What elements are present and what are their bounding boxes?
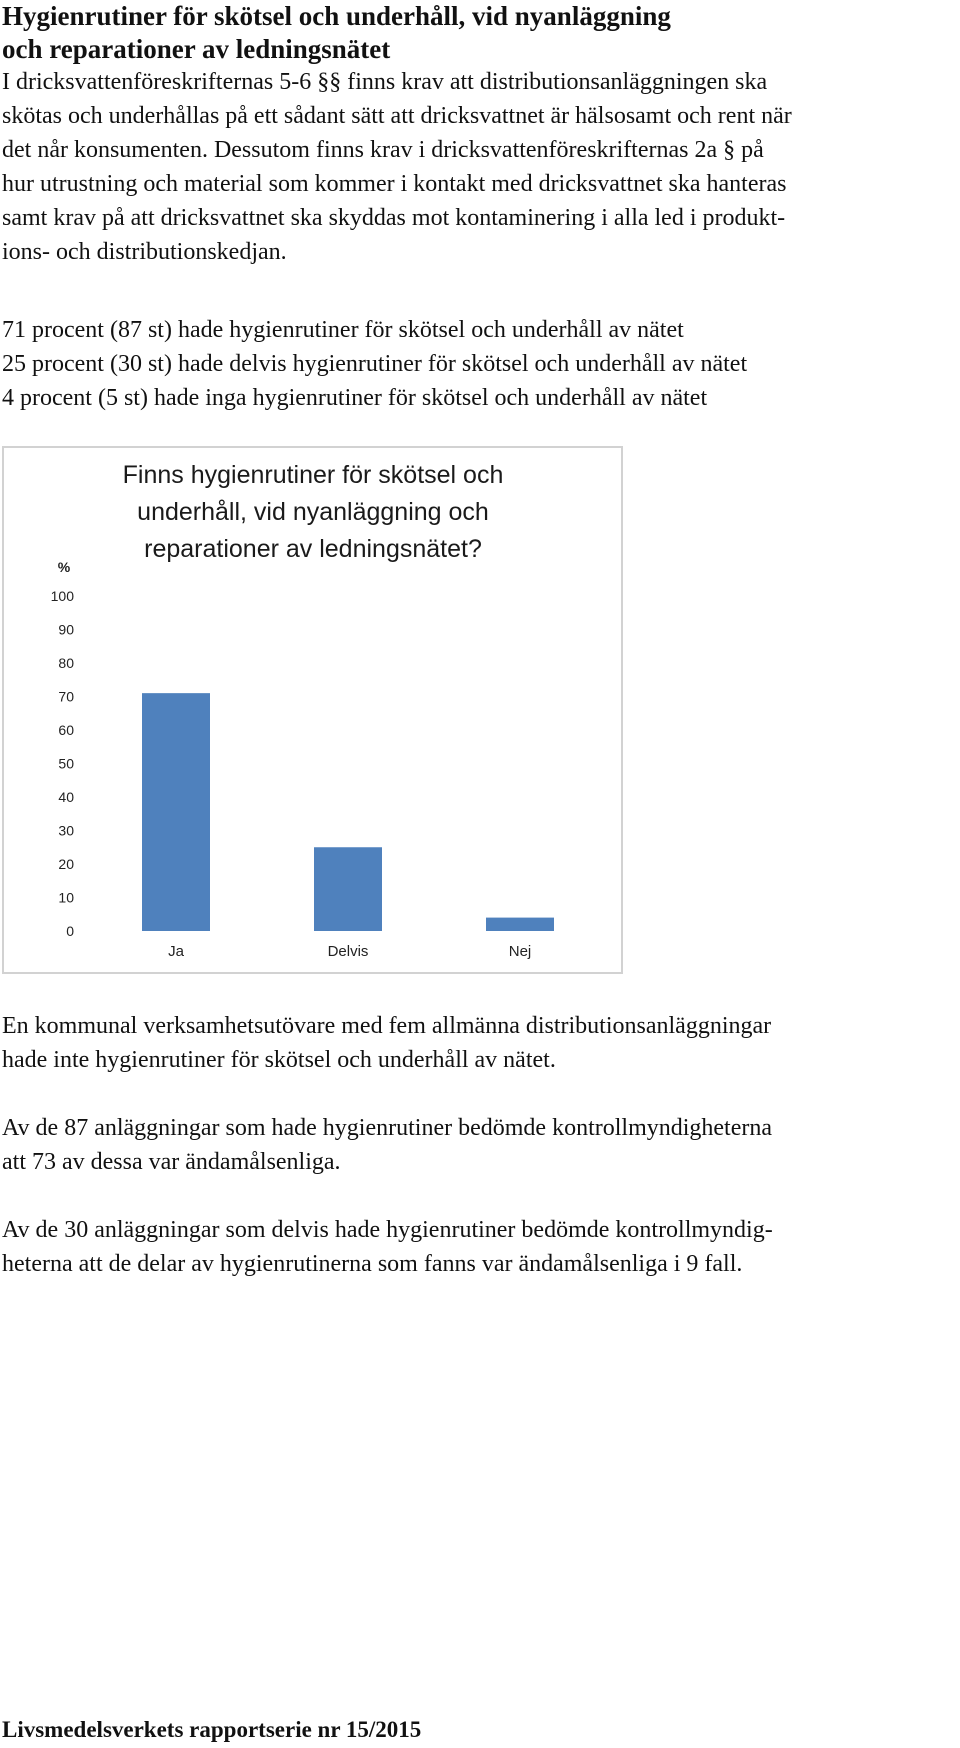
bar-nej xyxy=(486,918,554,931)
stat-line-nej: 4 procent (5 st) hade inga hygienrutiner för skötsel och underhåll av nätet xyxy=(2,385,708,411)
finding-line: En kommunal verksamhetsutövare med fem allmänna distributionsanläggningar xyxy=(2,1013,772,1039)
section-heading xyxy=(2,0,902,66)
category-label-ja: Ja xyxy=(168,943,184,960)
chart-title-line-2: underhåll, vid nyanläggning och xyxy=(137,498,489,526)
finding-line: Av de 87 anläggningar som hade hygienrutiner bedömde kontrollmyndigheterna xyxy=(2,1115,773,1141)
stat-line-ja: 71 procent (87 st) hade hygienrutiner för skötsel och underhåll av nätet xyxy=(2,317,684,343)
y-tick-label: 80 xyxy=(58,655,74,671)
y-tick-label: 100 xyxy=(50,588,74,604)
category-label-delvis: Delvis xyxy=(327,943,369,960)
bar-chart xyxy=(2,446,623,974)
bar-ja xyxy=(142,693,210,931)
finding-line: heterna att de delar av hygienrutinerna som fanns var ändamålsenliga i 9 fall. xyxy=(2,1251,743,1277)
y-tick-label: 30 xyxy=(58,822,74,839)
category-label-nej: Nej xyxy=(508,943,532,960)
report-series-footer: Livsmedelsverkets rapportserie nr 15/2015 xyxy=(2,1717,422,1742)
finding-line: Av de 30 anläggningar som delvis hade hygienrutiner bedömde kontrollmyndig- xyxy=(2,1217,773,1243)
intro-line: ions- och distributionskedjan. xyxy=(2,239,287,265)
y-tick-label: 50 xyxy=(58,755,74,772)
intro-paragraph xyxy=(2,65,947,269)
intro-line: samt krav på att dricksvattnet ska skyddas mot kontaminering i alla led i produkt- xyxy=(2,205,786,231)
chart-canvas xyxy=(4,448,621,972)
chart-marks xyxy=(51,588,554,960)
y-tick-label: 10 xyxy=(58,889,74,906)
heading-line-2: och reparationer av ledningsnätet xyxy=(2,34,391,64)
intro-line: I dricksvattenföreskrifternas 5-6 §§ finns krav att distributionsanläggningen ska xyxy=(2,69,768,95)
stat-line-delvis: 25 procent (30 st) hade delvis hygienrutiner för skötsel och underhåll av nätet xyxy=(2,351,748,377)
heading-line-1: Hygienrutiner för skötsel och underhåll, vid nyanläggning xyxy=(2,1,671,31)
y-tick-label: 0 xyxy=(66,923,74,939)
y-tick-label: 90 xyxy=(58,621,74,638)
bar-delvis xyxy=(314,847,382,931)
intro-line: det når konsumenten. Dessutom finns krav i dricksvattenföreskrifternas 2a § på xyxy=(2,137,764,163)
y-tick-label: 70 xyxy=(58,688,74,705)
y-tick-label: 40 xyxy=(58,789,74,805)
finding-paragraph-2 xyxy=(2,1111,947,1179)
finding-line: att 73 av dessa var ändamålsenliga. xyxy=(2,1149,341,1175)
intro-line: skötas och underhållas på ett sådant sätt att dricksvattnet är hälsosamt och rent när xyxy=(2,103,792,129)
y-tick-label: 60 xyxy=(58,722,74,738)
intro-line: hur utrustning och material som kommer i kontakt med dricksvattnet ska hanteras xyxy=(2,171,787,197)
finding-line: hade inte hygienrutiner för skötsel och underhåll av nätet. xyxy=(2,1047,556,1073)
finding-paragraph-1 xyxy=(2,1009,947,1077)
chart-title-line-3: reparationer av ledningsnätet? xyxy=(144,535,482,563)
y-tick-label: 20 xyxy=(58,856,74,872)
finding-paragraph-3 xyxy=(2,1213,947,1281)
chart-title-line-1: Finns hygienrutiner för skötsel och xyxy=(122,461,504,489)
statistics-paragraph xyxy=(2,313,947,415)
y-axis-unit-label: % xyxy=(57,559,71,575)
